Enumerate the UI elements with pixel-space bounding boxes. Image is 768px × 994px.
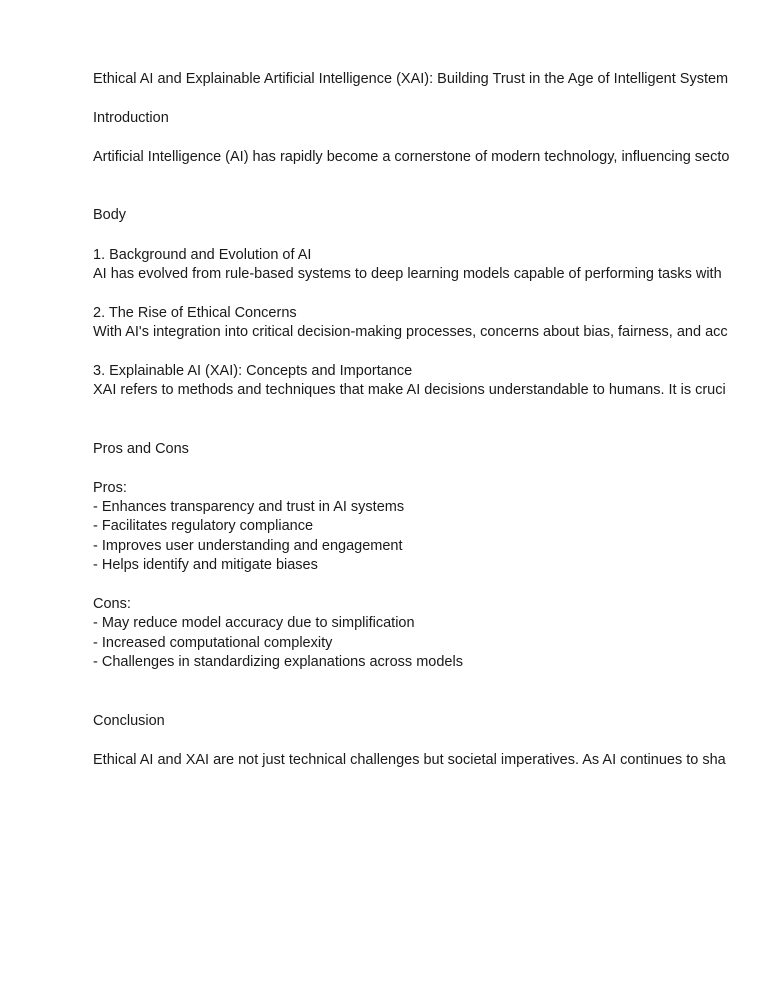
body-heading: Body — [93, 207, 127, 223]
conclusion-paragraph: Ethical AI and XAI are not just technical challenges but societal imperatives. As AI continues to sha — [93, 752, 726, 768]
cons-list-item: - May reduce model accuracy due to simplification — [93, 615, 415, 631]
section1-paragraph: AI has evolved from rule-based systems to deep learning models capable of performing tasks with — [93, 266, 722, 282]
section3-heading: 3. Explainable AI (XAI): Concepts and Importance — [93, 363, 413, 379]
cons-label: Cons: — [93, 596, 131, 612]
cons-list-item: - Challenges in standardizing explanations across models — [93, 654, 463, 670]
section1-heading: 1. Background and Evolution of AI — [93, 247, 312, 263]
pros-list-item: - Enhances transparency and trust in AI systems — [93, 499, 405, 515]
intro-heading: Introduction — [93, 110, 169, 126]
section2-heading: 2. The Rise of Ethical Concerns — [93, 305, 297, 321]
pros-list-item: - Facilitates regulatory compliance — [93, 518, 314, 534]
section3-paragraph: XAI refers to methods and techniques that make AI decisions understandable to humans. It is cruci — [93, 382, 726, 398]
document-title: Ethical AI and Explainable Artificial Intelligence (XAI): Building Trust in the Age of Intelligent System — [93, 71, 729, 87]
pros-list-item: - Improves user understanding and engagement — [93, 538, 403, 554]
section2-paragraph: With AI's integration into critical decision-making processes, concerns about bias, fairness, and acc — [93, 324, 728, 340]
pros-cons-heading: Pros and Cons — [93, 441, 189, 457]
intro-paragraph: Artificial Intelligence (AI) has rapidly become a cornerstone of modern technology, influencing secto — [93, 149, 730, 165]
pros-list-item: - Helps identify and mitigate biases — [93, 557, 318, 573]
pros-label: Pros: — [93, 480, 127, 496]
cons-list-item: - Increased computational complexity — [93, 635, 333, 651]
conclusion-heading: Conclusion — [93, 713, 165, 729]
